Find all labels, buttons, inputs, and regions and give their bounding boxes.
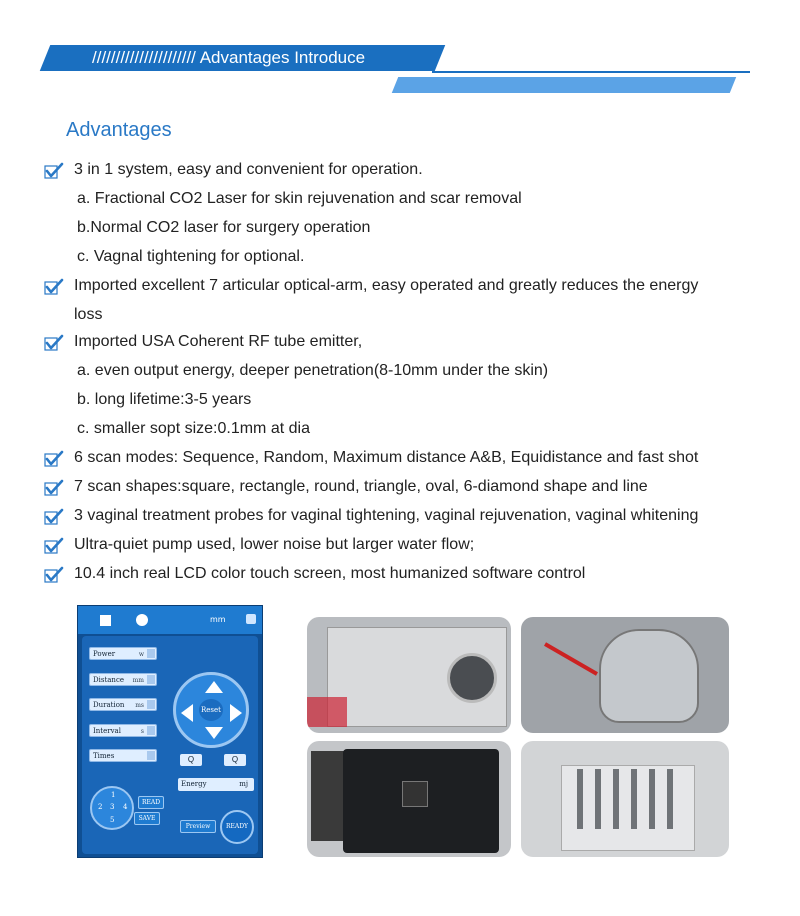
advantage-item (44, 504, 774, 533)
lcd-screen (77, 605, 263, 858)
memory-wheel[interactable] (90, 786, 134, 830)
stepper-icon[interactable] (147, 751, 155, 760)
advantage-text: c. smaller sopt size:0.1mm at dia (77, 420, 310, 437)
wheel-number: 1 (111, 791, 116, 799)
wires (311, 751, 345, 841)
direction-pad (173, 672, 249, 748)
heat-sink-fin (649, 769, 655, 829)
water-pump-photo (521, 617, 729, 733)
advantage-text: 6 scan modes: Sequence, Random, Maximum distance A&B, Equidistance and fast shot (74, 449, 699, 466)
checkmark-icon (44, 566, 64, 584)
ready-button[interactable]: READY (220, 810, 254, 844)
wheel-number: 2 (98, 803, 103, 811)
arrow-up-icon[interactable] (205, 681, 223, 693)
advantage-text: a. Fractional CO2 Laser for skin rejuvenation and scar removal (77, 190, 522, 207)
advantage-continuation (44, 303, 774, 330)
advantage-item (44, 330, 774, 359)
banner-divider (432, 71, 750, 73)
wheel-number: 4 (123, 803, 128, 811)
pump-body (599, 629, 699, 723)
advantage-item (44, 446, 774, 475)
checkmark-icon (44, 278, 64, 296)
checkmark-icon (44, 450, 64, 468)
reset-button[interactable]: Reset (199, 699, 223, 721)
param-unit: s (140, 728, 144, 735)
advantage-subitem (44, 245, 774, 274)
advantage-item (44, 562, 774, 591)
lcd-control-panel (82, 636, 258, 854)
heat-sink-fin (631, 769, 637, 829)
zoom-in-button[interactable]: Q (224, 754, 246, 766)
advantage-item (44, 158, 774, 187)
param-label: Duration (93, 701, 125, 709)
advantage-text: b.Normal CO2 laser for surgery operation (77, 219, 371, 236)
checkmark-icon (44, 537, 64, 555)
heat-sink-photo (521, 741, 729, 857)
advantage-text: Imported excellent 7 articular optical-arm, easy operated and greatly reduces the energy (74, 277, 699, 294)
fan-icon (447, 653, 497, 703)
heat-sink-fin (667, 769, 673, 829)
advantage-text: 10.4 inch real LCD color touch screen, most humanized software control (74, 565, 586, 582)
record-icon[interactable] (136, 614, 148, 626)
advantages-list (44, 158, 774, 591)
stepper-icon[interactable] (147, 700, 155, 709)
energy-label: Energy (181, 780, 207, 788)
stop-icon[interactable] (100, 615, 111, 626)
banner-accent-bar (392, 77, 736, 93)
param-label: Power (93, 650, 116, 658)
energy-unit: mj (239, 780, 248, 788)
advantage-item (44, 533, 774, 562)
advantage-text: loss (74, 306, 103, 323)
advantage-subitem (44, 359, 774, 388)
heat-sink-fin (613, 769, 619, 829)
wires (307, 697, 347, 727)
param-duration[interactable] (89, 698, 157, 711)
wheel-number: 5 (110, 816, 115, 824)
param-label: Interval (93, 727, 121, 735)
advantage-item (44, 274, 774, 303)
arrow-down-icon[interactable] (205, 727, 223, 739)
advantage-text: Imported USA Coherent RF tube emitter, (74, 333, 363, 350)
param-interval[interactable] (89, 724, 157, 737)
advantage-subitem (44, 417, 774, 446)
zoom-out-button[interactable]: Q (180, 754, 202, 766)
param-label: Distance (93, 676, 125, 684)
advantages-title: Advantages (66, 119, 172, 141)
energy-field[interactable] (178, 778, 254, 791)
power-supply-photo (307, 617, 511, 733)
lcd-header-unit: mm (210, 615, 226, 624)
chip (402, 781, 428, 807)
stepper-icon[interactable] (147, 649, 155, 658)
heat-sink-fin (577, 769, 583, 829)
param-unit: ms (135, 702, 144, 709)
advantage-text: 7 scan shapes:square, rectangle, round, triangle, oval, 6-diamond shape and line (74, 478, 648, 495)
advantage-text: 3 in 1 system, easy and convenient for operation. (74, 161, 423, 178)
param-power[interactable] (89, 647, 157, 660)
advantage-text: a. even output energy, deeper penetration(8-10mm under the skin) (77, 362, 549, 379)
advantage-text: Ultra-quiet pump used, lower noise but larger water flow; (74, 536, 475, 553)
preview-button[interactable]: Preview (180, 820, 216, 833)
stepper-icon[interactable] (147, 726, 155, 735)
wheel-number: 3 (110, 803, 115, 811)
arrow-right-icon[interactable] (230, 704, 242, 722)
checkmark-icon (44, 508, 64, 526)
advantage-text: 3 vaginal treatment probes for vaginal tightening, vaginal rejuvenation, vaginal whitening (74, 507, 699, 524)
advantage-item (44, 475, 774, 504)
heat-sink-fin (595, 769, 601, 829)
checkmark-icon (44, 479, 64, 497)
param-distance[interactable] (89, 673, 157, 686)
param-unit: mm (132, 677, 144, 684)
advantage-subitem (44, 216, 774, 245)
checkmark-icon (44, 162, 64, 180)
advantage-text: c. Vagnal tightening for optional. (77, 248, 305, 265)
advantage-subitem (44, 187, 774, 216)
stepper-icon[interactable] (147, 675, 155, 684)
advantage-subitem (44, 388, 774, 417)
wires (544, 642, 598, 675)
advantage-text: b. long lifetime:3-5 years (77, 391, 252, 408)
param-times[interactable] (89, 749, 157, 762)
settings-icon[interactable] (246, 614, 256, 624)
banner-title: ////////////////////// Advantages Introduce (92, 48, 366, 67)
param-unit: w (138, 651, 144, 658)
save-button[interactable]: SAVE (134, 812, 160, 825)
lcd-header (78, 606, 262, 634)
circuit-board-photo (307, 741, 511, 857)
param-label: Times (93, 752, 115, 760)
read-button[interactable]: READ (138, 796, 164, 809)
checkmark-icon (44, 334, 64, 352)
arrow-left-icon[interactable] (181, 704, 193, 722)
